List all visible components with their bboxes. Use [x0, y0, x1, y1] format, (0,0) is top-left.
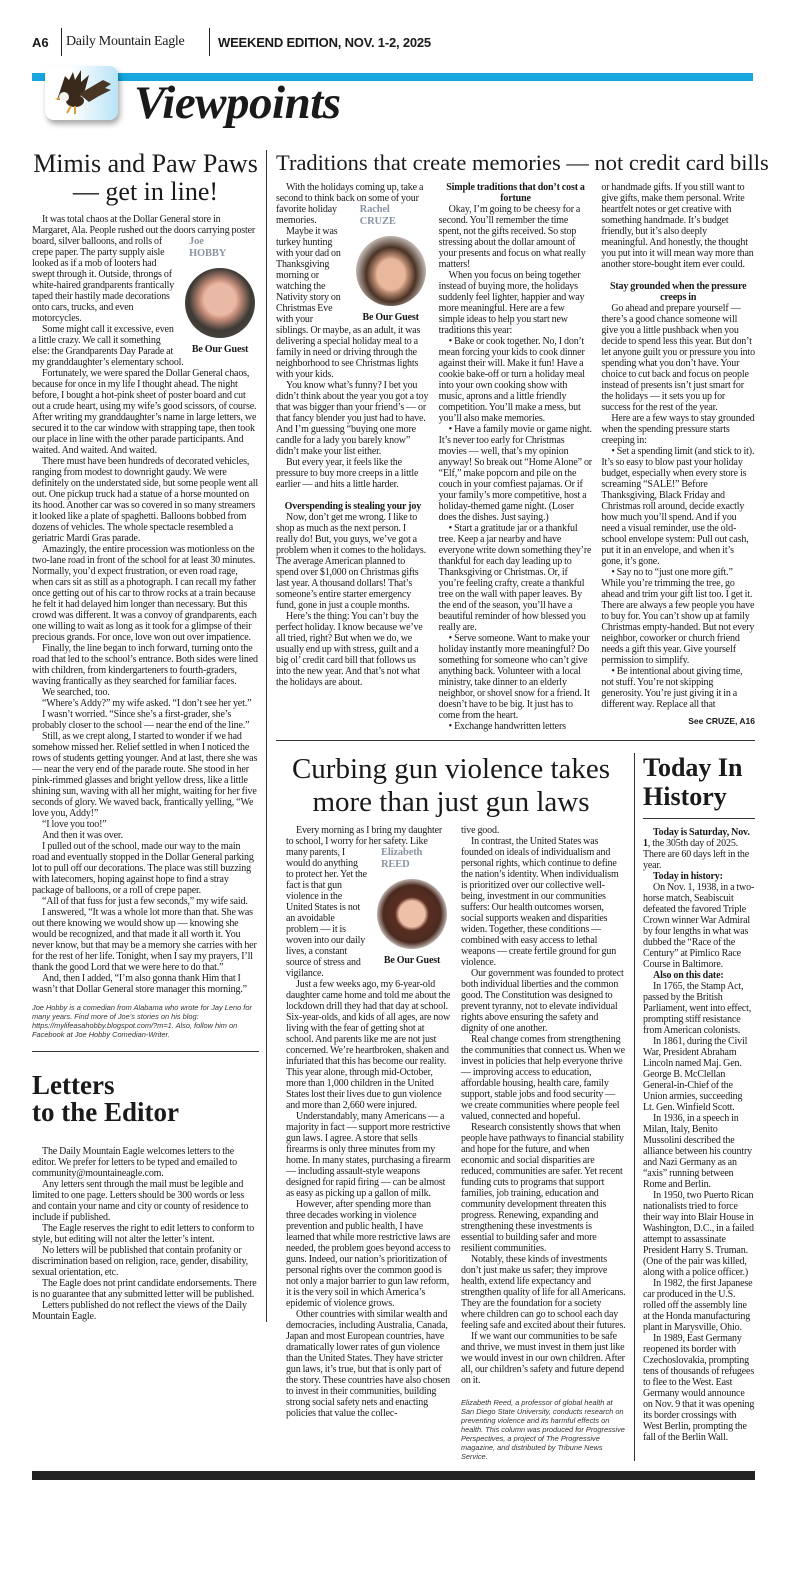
right-area: [267, 150, 769, 1461]
author-photo: [377, 879, 447, 949]
paragraph-text: , the 305th day of 2025. There are 60 days left in the year.: [643, 838, 750, 871]
paragraph: And, then I added, “I’m also gonna thank Him that I wasn’t that Dollar General store manager this morning.”: [32, 973, 247, 995]
paragraph: In contrast, the United States was founded on ideals of individualism and personal rights, which continue to define the nation’s identity. When individualism is prioritized over our collective well-being, investment in our communities suffers: Our health outcomes worsen, social supports weaken and disparities widen. Together, these conditions — combined with easy access to lethal weapons — create fertile ground for gun violence.: [461, 836, 619, 968]
letters-heading: [32, 1072, 259, 1126]
continued-jump-link[interactable]: See CRUZE, A16: [688, 716, 756, 726]
subheading: Overspending is stealing your joy: [284, 501, 422, 512]
paragraph: [643, 827, 755, 871]
page-content: [32, 149, 769, 1480]
history-heading-line1: Today In: [643, 753, 743, 782]
article-column-1: [286, 825, 451, 1461]
paragraph: Here’s the thing: You can’t buy the perfect holiday. I know because we’ve all tried, right? But when we do, we usually end up with stress, guilt and a big ol’ credit card bill that follows us into the new year. And that’s not what the holidays are about.: [276, 611, 423, 688]
paragraph: The Daily Mountain Eagle welcomes letters to the editor. We prefer for letters to be typed and emailed to community@mountaineagle.com.: [32, 1146, 238, 1179]
section-divider: [643, 818, 755, 819]
article-column-2: [461, 825, 626, 1386]
author-last-name: REED: [381, 859, 410, 870]
article-column-3: [601, 182, 755, 710]
article-headline: Curbing gun violence takes more than just gun laws: [291, 753, 611, 818]
paragraph: Here are a few ways to stay grounded when the spending pressure starts creeping in:: [601, 413, 755, 446]
history-heading-line2: History: [643, 782, 727, 811]
header-divider: [61, 28, 62, 56]
paragraph-continued: or handmade gifts. If you still want to give gifts, make them personal. Write heartfelt notes or get creative with something handmade. It’s budget friendly, but it’s also deeply meaningful. And honestly, the thought you put into it will mean way more than another store-bought item ever could.: [601, 182, 754, 270]
paragraph: But every year, it feels like the pressure to buy more creeps in a little earlier — and hits a little harder.: [276, 457, 419, 490]
article-column-3-wrap: [601, 182, 755, 732]
paragraph: [643, 871, 755, 882]
paragraph: If we want our communities to be safe and thrive, we must invest in them just like we would invest in our own children. After all, our children’s safety and future depend on it.: [461, 1331, 625, 1386]
article-headline: Traditions that create memories — not credit card bills: [276, 150, 769, 175]
paragraph: With the holidays coming up, take a second to think back on some of your favorite holiday memories.: [276, 182, 424, 226]
paragraph: Go ahead and prepare yourself — there’s a good chance someone will give you a little pushback when you decide to spend less this year. But don’t let anyone guilt you or pressure you into spending what you don’t have. Your choice to cut back and focus on people instead of presents isn’t just smart for the holidays — it sets you up for success for the rest of the year.: [601, 303, 756, 413]
paragraph: On Nov. 1, 1938, in a two-horse match, Seabiscuit defeated the favored Triple Crown winner War Admiral by four lengths in what was dubbed the “Race of the Century” at Pimlico Race Course in Baltimore.: [643, 882, 755, 970]
article-columns: [276, 182, 755, 732]
paragraph: It was total chaos at the Dollar General store in Margaret, Ala. People rushed out the doors carrying poster board, silver balloons, and rolls of crepe paper. The party supply aisle looked as if a mob of looters had swept through it. Outside, throngs of white-haired grandparents frantically taped their hastily made decorations onto cars, trucks, and even motorcycles.: [32, 214, 256, 324]
paragraph: “All of that fuss for just a few seconds,” my wife said.: [42, 896, 248, 907]
paragraph: Every morning as I bring my daughter to school, I worry for her safety. Like many parents, I would do anything to protect her. Yet the fact is that gun violence in the United States is not an avoidable problem — it is woven into our daily lives, a constant source of stress and vigilance.: [286, 825, 443, 979]
article-column-1: [276, 182, 430, 732]
paragraph: I wasn’t worried. “Since she’s a first-grader, she’s probably closer to the school — near the end of the line.”: [32, 709, 250, 731]
paragraph: Okay, I’m going to be cheesy for a second. You’ll remember the time spent, not the gifts received. So stop stressing about the dollar amount of your presents and focus on what really matters!: [438, 204, 586, 270]
author-photo: [185, 268, 255, 338]
paragraph: • Be intentional about giving time, not stuff. You’re not skipping generosity. You’re just giving it in a different way. Replace all that: [601, 666, 743, 710]
author-last-name: HOBBY: [189, 248, 227, 259]
paragraph: • Exchange handwritten letters: [448, 721, 566, 732]
paragraph: • Serve someone. Want to make your holiday instantly more meaningful? Do something for someone who can’t give anything back. Volunteer with a local ministry, take dinner to an elderly neighbor, or shovel snow for a friend. It doesn’t have to be big. It just has to come from the heart.: [438, 633, 590, 721]
paragraph: Some might call it excessive, even a little crazy. We call it something else: the Grandparents Day Parade at my granddaughter’s elementary school.: [32, 324, 184, 368]
paragraph: Amazingly, the entire procession was motionless on the two-lane road in front of the school for at least 30 minutes. Normally, you’d expect frustration, or even road rage, when cars sit as still as a photograph. I can recall my father once getting out of his car to throw rocks at a train because he felt it had delayed him longer than necessary. But this crowd was different. It was a convoy of grandparents, each one willing to wait as long as it took for a glimpse of their precious grands. For once, love won out over impatience.: [32, 544, 257, 643]
paragraph: You know what’s funny? I bet you didn’t think about the year you got a toy that was bigger than your friend’s — or that fancy blender you just had to have. And I’m guessing “buying one more candle for a lady you barely know” didn’t make your list either.: [276, 380, 429, 457]
paragraph: • Say no to “just one more gift.” While you’re trimming the tree, go ahead and trim your gift list too. I get it. There are always a few people you have to buy for. You can’t show up at family Christmas empty-handed. But not every neighbor, coworker or church friend needs a gift this year. Give yourself permission to simplify.: [601, 567, 755, 666]
author-first-name: Elizabeth: [381, 847, 423, 858]
article-headline: Mimis and Paw Paws — get in line!: [33, 149, 258, 206]
paragraph: Other countries with similar wealth and democracies, including Australia, Canada, Japan and most European countries, have dramatically lower rates of gun violence than the United States. They have stricter gun laws, it’s true, but that is only part of the story. These countries have also chosen to invest in their communities, building strong social safety nets and enacting policies that value the collec-: [286, 1309, 450, 1419]
paragraph: Understandably, many Americans — a majority in fact — support more restrictive gun laws. I agree. A store that sells firearms is only three minutes from my home. In many states, purchasing a firearm — including assault-style weapons designed for rapid firing — can be almost as easy as picking up a gallon of milk.: [286, 1111, 451, 1199]
author-first-name: Rachel: [359, 204, 390, 215]
paragraph: In 1861, during the Civil War, President Abraham Lincoln named Maj. Gen. George B. McClellan General-in-Chief of the Union armies, succeeding Lt. Gen. Winfield Scott.: [643, 1036, 748, 1113]
paragraph-continued: tive good.: [461, 825, 500, 836]
page-bottom-bar: [32, 1471, 755, 1480]
paragraph: The Eagle does not print candidate endorsements. There is no guarantee that any submitted letter will be published.: [32, 1278, 257, 1300]
paragraph: Just a few weeks ago, my 6-year-old daughter came home and told me about the lockdown drill they had that day at school. Six-year-olds, and kids of all ages, are now living with the fear of getting shot at school. And parents like me are not just concerned. We’re heartbroken, shaken and infuriated that this has become our reality. This year alone, through mid-October, more than 1,000 children in the United States lost their lives due to gun violence and more than 2,660 were injured.: [286, 979, 451, 1111]
paragraph: Fortunately, we were spared the Dollar General chaos, because for once in my life I thought ahead. The night before, I bought a hot-pink sheet of poster board and cut out a crude heart, using my wife’s good scissors, of course. After writing my granddaughter’s name in large letters, we secured it to the car window with strapping tape, then took our place in line with the other parade participants. And waited. And waited. And waited.: [32, 368, 257, 456]
paragraph: [643, 970, 755, 981]
history-body: [643, 827, 755, 1443]
letters-heading-line1: Letters: [32, 1070, 115, 1100]
paragraph: • Start a gratitude jar or a thankful tree. Keep a jar nearby and have everyone write down something they’re thankful for each day leading up to Thanksgiving or Christmas. Or, if you’re feeling crafty, create a thankful tree on the wall with paper leaves. By the end of the season, you’ll have a beautiful reminder of how blessed you really are.: [438, 523, 592, 633]
history-heading: [643, 753, 755, 811]
paragraph: In 1982, the first Japanese car produced in the U.S. rolled off the assembly line at the Honda manufacturing plant in Marysville, Ohio.: [643, 1278, 753, 1333]
paragraph: Any letters sent through the mail must be legible and limited to one page. Letters should be 300 words or less and contain your name and city or county of residence to include if published.: [32, 1179, 249, 1223]
header-divider: [209, 28, 210, 56]
article-column-2: [439, 182, 593, 732]
paragraph: Letters published do not reflect the views of the Daily Mountain Eagle.: [32, 1300, 247, 1322]
page-number: A6: [32, 34, 49, 50]
subheading: Simple traditions that don’t cost a fortune: [446, 182, 585, 204]
author-block: [352, 204, 430, 323]
paragraph: The Eagle reserves the right to edit letters to conform to style, but editing will not alter the letter’s intent.: [32, 1223, 255, 1245]
paragraph: However, after spending more than three decades working in violence prevention and public health, I have learned that while more restrictive laws are needed, the problem goes beyond access to guns. Indeed, our nation’s prioritization of personal rights over the common good is not only a major barrier to gun law reform, it is the very soil in which America’s epidemic of violence grows.: [286, 1199, 451, 1309]
paragraph: In 1936, in a speech in Milan, Italy, Benito Mussolini described the alliance between his country and Nazi Germany as an “axis” running between Rome and Berlin.: [643, 1113, 753, 1190]
eagle-logo-icon: [45, 66, 118, 120]
paragraph: In 1989, East Germany reopened its border with Czechoslovakia, prompting tens of thousands of refugees to flee to the West. East Germany would announce on Nov. 9 that it was opening its border crossings with West Berlin, prompting the fall of the Berlin Wall.: [643, 1333, 755, 1443]
lower-section: [276, 740, 755, 1461]
paragraph: Research consistently shows that when people have pathways to financial stability and hope for the future, and when economic and social disparities are reduced, communities are safer. Yet recent funding cuts to programs that support families, job training, education and community development threaten this progress. Renewing, expanding and strengthening these investments is essential to building safer and more resilient communities.: [461, 1122, 624, 1254]
author-photo: [356, 236, 426, 306]
lead-in: Also on this date:: [653, 970, 724, 981]
today-in-history: [635, 753, 755, 1443]
paragraph: In 1765, the Stamp Act, passed by the British Parliament, went into effect, prompting stiff resistance from American colonists.: [643, 981, 752, 1036]
lead-in: Today is Saturday, Nov. 1: [643, 827, 750, 849]
paragraph: • Set a spending limit (and stick to it). It’s so easy to blow past your holiday budget, especially when every store is screaming “SALE!” Before Thanksgiving, Black Friday and Christmas roll around, decide exactly how much you’ll spend. And if you need a visual reminder, use the old-school envelope system: Pull out cash, put it in an envelope, and when it’s gone, it’s gone.: [601, 446, 755, 567]
section-title: Viewpoints: [134, 77, 341, 129]
paragraph: We searched, too.: [42, 687, 110, 698]
letters-heading-line2: to the Editor: [32, 1097, 179, 1127]
paragraph: • Bake or cook together. No, I don’t mean forcing your kids to cook dinner against their will. Make it fun! Have a cookie bake-off or turn a holiday meal into your own cooking show with music, aprons and a little friendly competition. You’ll make a mess, but you’ll also make memories.: [438, 336, 585, 424]
column-label: Be Our Guest: [383, 955, 441, 966]
author-bio: Elizabeth Reed, a professor of global health at San Diego State University, conducts research on preventing violence and its harmful effects on health. This column was produced for Progressive Perspectives, a project of The Progressive magazine, and distributed by Tribune News Service.: [461, 1398, 625, 1461]
gun-article: [276, 753, 635, 1461]
paragraph: I answered, “It was a whole lot more than that. She was out there knowing we would show up — knowing she would be recognized, and that made it all worth it. You never know, but that may be a memory she carries with her for the rest of her life. Tonight, when I say my prayers, I’ll thank the good Lord that we were here to do that.”: [32, 907, 257, 973]
edition-date: WEEKEND EDITION, NOV. 1-2, 2025: [218, 34, 431, 50]
section-divider: [32, 1051, 259, 1052]
paragraph: There must have been hundreds of decorated vehicles, ranging from modest to downright gaudy. We were definitely on the understated side, but some people went all out. One pickup truck had a statue of a horse mounted on its hood. Another car was so covered in so many streamers it looked like a plate of spaghetti. Balloons bobbed from dozens of vehicles. The whole spectacle resembled a geriatric Mardi Gras parade.: [32, 456, 259, 544]
paragraph: I pulled out of the school, made our way to the main road and eventually stopped in the Dollar General parking lot to pull off our decorations. The place was still buzzing with latecomers, hoping against hope to find a stray package of balloons, or a roll of crepe paper.: [32, 841, 254, 896]
lead-in: Today in history:: [653, 871, 723, 882]
paragraph: And then it was over.: [42, 830, 123, 841]
paragraph: • Have a family movie or game night. It’s never too early for Christmas movies — well, that’s my opinion anyway! So break out “Home Alone” or “Elf,” make popcorn and pile on the couch in your comfiest pajamas. Or if your family’s more competitive, host a holiday-themed game night. (Loser does the dishes. Just saying.): [438, 424, 592, 523]
author-last-name: CRUZE: [359, 216, 396, 227]
paragraph: When you focus on being together instead of buying more, the holidays suddenly feel lighter, happier and way more meaningful. Here are a few simple ideas to help you start new traditions this year:: [438, 270, 585, 336]
subheading: Stay grounded when the pressure creeps in: [609, 281, 747, 303]
author-bio: Joe Hobby is a comedian from Alabama who wrote for Jay Leno for many years. Find more of Joe’s stories on his blog: https://mylifeasahobby.blogspot.com/?m=1. Also, follow him on Facebook at Joe Hobby Comedian-Writer.: [32, 1003, 252, 1039]
paragraph: Notably, these kinds of investments don’t just make us safer; they improve health, extend life expectancy and strengthen quality of life for all Americans. They are the foundation for a society where children can go to school each day feeling safe and excited about their futures.: [461, 1254, 626, 1331]
paragraph: Maybe it was turkey hunting with your dad on Thanksgiving morning or watching the Nativity story on Christmas Eve with your siblings. Or maybe, as an adult, it was delivering a special holiday meal to a family in need or driving through the neighborhood to see Christmas lights with your kids.: [276, 226, 421, 380]
paragraph: No letters will be published that contain profanity or discrimination based on religion, race, gender, disability, sexual orientation, etc.: [32, 1245, 249, 1278]
article-columns: [276, 825, 626, 1461]
paragraph: Finally, the line began to inch forward, turning onto the road that led to the school’s entrance. Both sides were lined with children, from kindergarteners to fourth-graders, waving frantically as they searched for familiar faces.: [32, 643, 258, 687]
left-column: [32, 150, 267, 1322]
paragraph: Still, as we crept along, I started to wonder if we had somehow missed her. Relief settled in when I noticed the rows of students getting younger. And at last, there she was — near the very end of the parade route. She stood in her pink-rimmed glasses and bright yellow dress, like a little shining sun, waving with all her might, waiting for her five seconds of glory. We waved back, frantically yelling, “We love you, Addy!”: [32, 731, 258, 819]
author-block: [373, 847, 451, 966]
paragraph: Real change comes from strengthening the communities that connect us. When we invest in policies that help everyone thrive — improving access to education, affordable housing, health care, family support, stable jobs and food security — we create communities where people feel valued, connected and hopeful.: [461, 1034, 625, 1122]
author-first-name: Joe: [189, 236, 204, 247]
column-label: Be Our Guest: [362, 312, 419, 323]
newspaper-name: Daily Mountain Eagle: [66, 34, 185, 49]
article-body: [32, 214, 259, 995]
letters-policy: [32, 1146, 259, 1322]
paragraph: “Where’s Addy?” my wife asked. “I don’t see her yet.”: [42, 698, 252, 709]
article-column-2-wrap: [461, 825, 626, 1461]
column-label: Be Our Guest: [191, 344, 249, 355]
paragraph: In 1950, two Puerto Rican nationalists tried to force their way into Blair House in Washington, D.C., in a failed attempt to assassinate President Harry S. Truman. (One of the pair was killed, along with a police officer.): [643, 1190, 754, 1278]
paragraph: “I love you too!”: [42, 819, 107, 830]
paragraph: Now, don’t get me wrong. I like to shop as much as the next person. I really do! But, you guys, we’ve got a problem when it comes to the holidays. The average American planned to spend over $1,000 on Christmas gifts last year. A thousand dollars! That’s someone’s entire starter emergency fund, gone in just a couple months.: [276, 512, 426, 611]
author-block: [181, 236, 259, 355]
paragraph: Our government was founded to protect both individual liberties and the common good. The Constitution was designed to prevent tyranny, not to elevate individual rights above ensuring the safety and dignity of one another.: [461, 968, 624, 1034]
content-row: [32, 149, 769, 1461]
